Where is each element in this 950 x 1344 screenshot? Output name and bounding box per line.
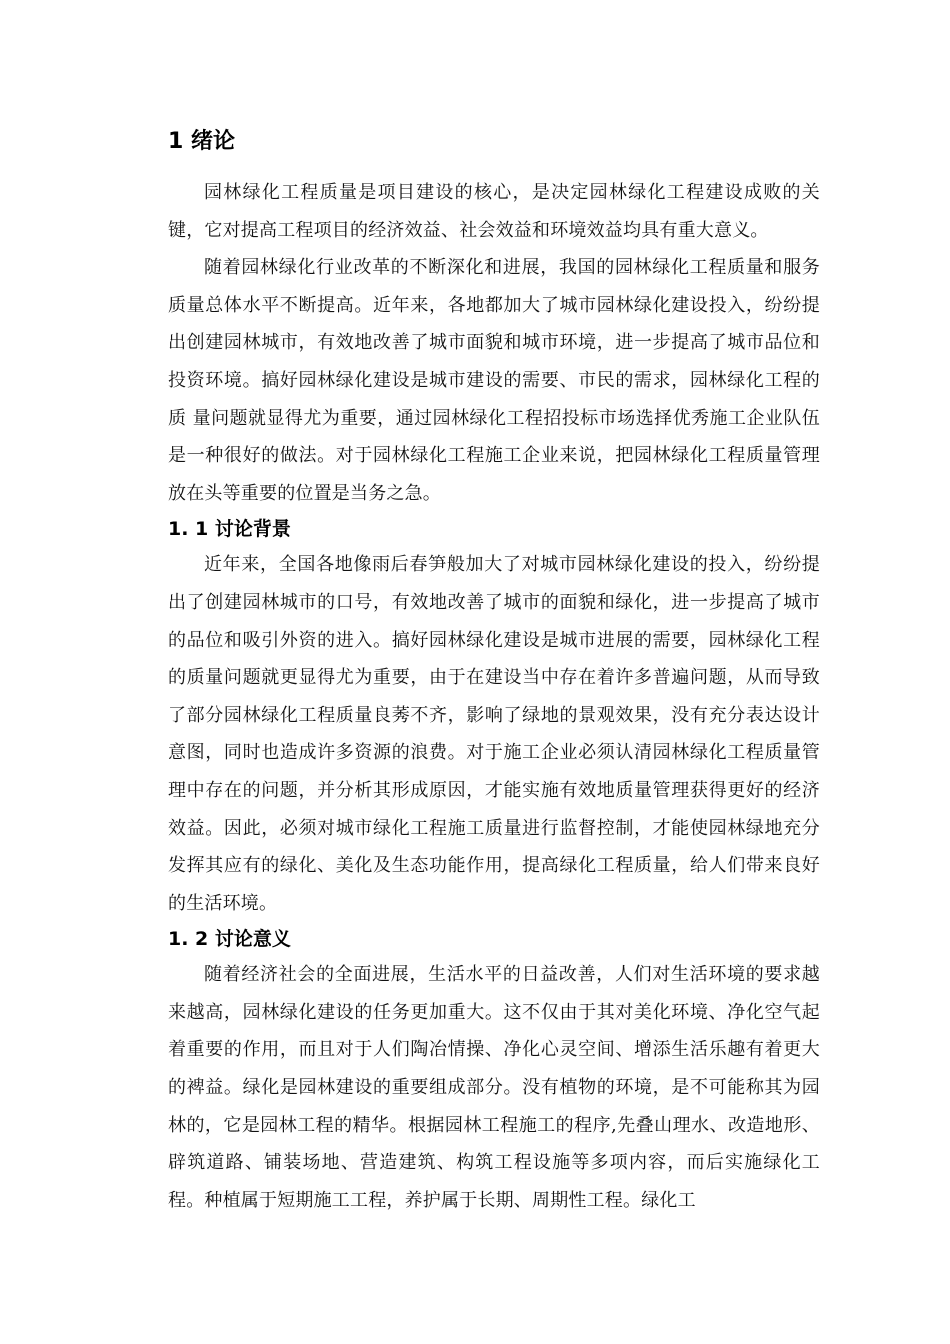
intro-paragraph: 随着园林绿化行业改革的不断深化和进展，我国的园林绿化工程质量和服务质量总体水平不断提高。近年来，各地都加大了城市园林绿化建设投入，纷纷提出创建园林城市，有效地改善了城市面貌和城市环境，进一步提高了城市品位和投资环境。搞好园林绿化建设是城市建设的需要、市民的需求，园林绿化工程的质 量问题就显得尤为重要，通过园林绿化工程招投标市场选择优秀施工企业队伍是一种很好的做法。对于园林绿化工程施工企业来说，把园林绿化工程质量管理放在头等重要的位置是当务之急。: [168, 257, 820, 504]
chapter-title: 1 绪论: [168, 129, 235, 154]
section-heading-significance: 1. 2 讨论意义: [168, 928, 291, 951]
intro-paragraph: 园林绿化工程质量是项目建设的核心，是决定园林绿化工程建设成败的关键，它对提高工程项目的经济效益、社会效益和环境效益均具有重大意义。: [168, 182, 820, 241]
background-paragraph: 近年来，全国各地像雨后春笋般加大了对城市园林绿化建设的投入，纷纷提出了创建园林城市的口号，有效地改善了城市的面貌和绿化，进一步提高了城市的品位和吸引外资的进入。搞好园林绿化建设是城市进展的需要，园林绿化工程的质量问题就更显得尤为重要，由于在建设当中存在着许多普遍问题，从而导致了部分园林绿化工程质量良莠不齐，影响了绿地的景观效果，没有充分表达设计意图，同时也造成许多资源的浪费。对于施工企业必须认清园林绿化工程质量管理中存在的问题，并分析其形成原因，才能实施有效地质量管理获得更好的经济效益。因此，必须对城市绿化工程施工质量进行监督控制，才能使园林绿地充分发挥其应有的绿化、美化及生态功能作用，提高绿化工程质量，给人们带来良好的生活环境。: [168, 554, 820, 914]
page-content: [168, 122, 820, 1219]
section-heading-background: 1. 1 讨论背景: [168, 518, 291, 541]
significance-paragraph: 随着经济社会的全面进展，生活水平的日益改善，人们对生活环境的要求越来越高，园林绿化建设的任务更加重大。这不仅由于其对美化环境、净化空气起着重要的作用，而且对于人们陶冶情操、净化心灵空间、增添生活乐趣有着更大的裨益。绿化是园林建设的重要组成部分。没有植物的环境，是不可能称其为园林的，它是园林工程的精华。根据园林工程施工的程序,先叠山理水、改造地形、辟筑道路、铺装场地、营造建筑、构筑工程设施等多项内容，而后实施绿化工程。种植属于短期施工工程，养护属于长期、周期性工程。绿化工: [168, 964, 820, 1211]
